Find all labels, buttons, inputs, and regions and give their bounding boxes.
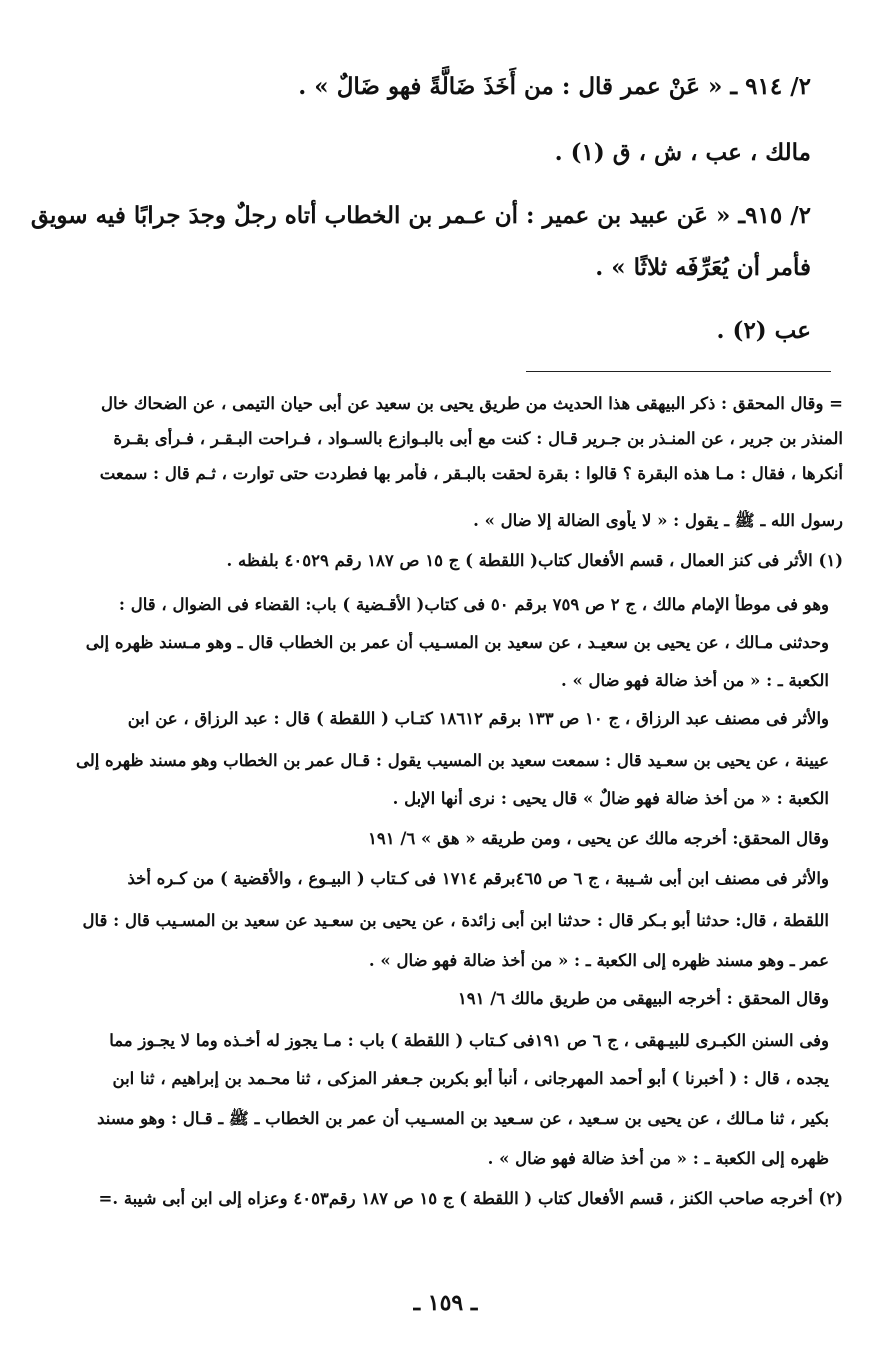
sources-914-line: مالك ، عب ، ش ، ق (١) . bbox=[554, 139, 811, 166]
sources-915-line: عب (٢) . bbox=[716, 317, 811, 344]
footnote-line: عمر ـ وهو مسند ظهره إلى الكعبة ـ : « من أخذ ضالة فهو ضال » . bbox=[368, 951, 829, 970]
footnote-line: بكير ، ثنا مـالك ، عن يحيى بن سـعيد ، عن سـعيد بن المسـيب أن عمر بن الخطاب ـ ﷺ ـ قـال : وهو مسند bbox=[97, 1109, 829, 1128]
footnote-line: أنكرها ، فقال : مـا هذه البقرة ؟ قالوا : بقرة لحقت بالبـقر ، فأمر بها فطردت حتى توارت ، ثـم قال : سمعت bbox=[99, 464, 843, 483]
footnote-line: والأثر فى مصنف ابن أبى شـيبة ، ج ٦ ص ٤٦٥برقم ١٧١٤ فى كـتاب ( البيـوع ، والأقضية ) من كـره أخذ bbox=[127, 869, 829, 888]
footnote-line: رسول الله ـ ﷺ ـ يقول : « لا يأوى الضالة إلا ضال » . bbox=[473, 511, 843, 530]
footnote-line: والأثر فى مصنف عبد الرزاق ، ج ١٠ ص ١٣٣ برقم ١٨٦١٢ كتـاب ( اللقطة ) قال : عبد الرزاق ، عن ابن bbox=[127, 709, 829, 728]
footnote-line: وهو فى موطأ الإمام مالك ، ج ٢ ص ٧٥٩ برقم ٥٠ فى كتاب( الأقـضية ) باب: القضاء فى الضوال ، قال : bbox=[118, 595, 829, 614]
footnote-line: يجده ، قال : ( أخبرنا ) أبو أحمد المهرجانى ، أنبأ أبو بكربن جـعفر المزكى ، ثنا محـمد بن إبراهيم ، ثنا ابن bbox=[112, 1069, 829, 1088]
footnote-2-line: (٢) أخرجه صاحب الكنز ، قسم الأفعال كتاب ( اللقطة ) ج ١٥ ص ١٨٧ رقم٤٠٥٣ وعزاه إلى ابن أبى شيبة .= bbox=[98, 1189, 843, 1208]
footnote-line: الكعبة : « من أخذ ضالة فهو ضالٌ » قال يحيى : نرى أنها الإبل . bbox=[392, 789, 829, 808]
footnote-divider bbox=[526, 371, 831, 372]
page-number: ـ ١٥٩ ـ bbox=[413, 1290, 478, 1316]
footnote-line: = وقال المحقق : ذكر البيهقى هذا الحديث من طريق يحيى بن سعيد عن أبى حيان التيمى ، عن الضحاك خال bbox=[100, 394, 843, 413]
footnote-line: وحدثنى مـالك ، عن يحيى بن سعيـد ، عن سعيد بن المسـيب أن عمر بن الخطاب قال ـ وهو مـسند ظهره إلى bbox=[85, 633, 829, 652]
hadith-915-line-2: فأمر أن يُعَرِّفَه ثلاثًا » . bbox=[595, 254, 811, 281]
footnote-line: المنذر بن جرير ، عن المنـذر بن جـرير قـال : كنت مع أبى بالبـوازع بالسـواد ، فـراحت البـقـر ، فـرأى بقـرة bbox=[113, 429, 843, 448]
footnote-1-line: (١) الأثر فى كنز العمال ، قسم الأفعال كتاب( اللقطة ) ج ١٥ ص ١٨٧ رقم ٤٠٥٢٩ بلفظه . bbox=[226, 551, 843, 570]
footnote-line: عيينة ، عن يحيى بن سعـيد قال : سمعت سعيد بن المسيب يقول : قـال عمر بن الخطاب وهو مسند ظهره إلى bbox=[75, 751, 829, 770]
hadith-915-line-1: ٢/ ٩١٥ـ « عَن عبيد بن عمير : أن عـمر بن الخطاب أتاه رجلٌ وجدَ جرابًا فيه سويق bbox=[30, 202, 811, 229]
footnote-line: اللقطة ، قال: حدثنا أبو بـكر قال : حدثنا ابن أبى زائدة ، عن يحيى بن سعـيد عن سعيد بن المسـيب قال : قال bbox=[82, 911, 829, 930]
footnote-line: الكعبة ـ : « من أخذ ضالة فهو ضال » . bbox=[560, 671, 829, 690]
footnote-line: ظهره إلى الكعبة ـ : « من أخذ ضالة فهو ضال » . bbox=[487, 1149, 829, 1168]
footnote-line: وفى السنن الكبـرى للبيـهقى ، ج ٦ ص ١٩١فى كـتاب ( اللقطة ) باب : مـا يجوز له أخـذه وما لا يجـوز مما bbox=[109, 1031, 829, 1050]
hadith-914-line: ٢/ ٩١٤ ـ « عَنْ عمر قال : من أَخَذَ ضَالَّةً فهو ضَالٌ » . bbox=[298, 73, 811, 100]
footnote-line: وقال المحقق: أخرجه مالك عن يحيى ، ومن طريقه « هق » ٦/ ١٩١ bbox=[368, 829, 829, 848]
footnote-line: وقال المحقق : أخرجه البيهقى من طريق مالك ٦/ ١٩١ bbox=[457, 989, 829, 1008]
